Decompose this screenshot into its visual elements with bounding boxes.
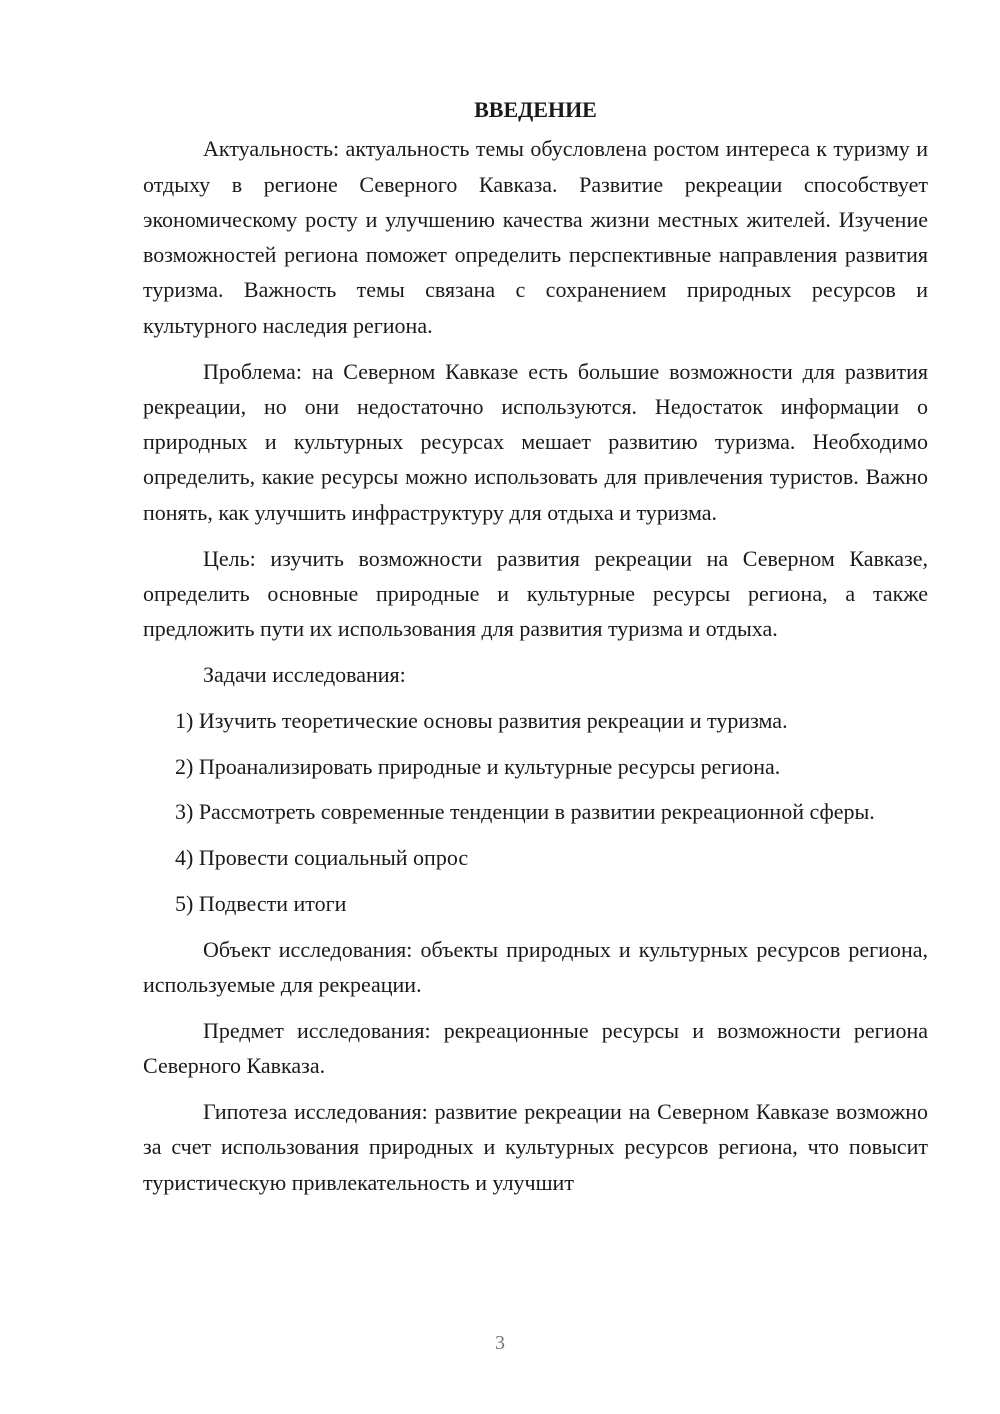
paragraph-hypothesis: Гипотеза исследования: развитие рекреации на Северном Кавказе возможно за счет использования природных и культурных ресурсов региона, что повысит туристическую привлекательность и улучшит (143, 1098, 928, 1195)
paragraph-tasks-heading: Задачи исследования: (203, 661, 406, 687)
paragraph-problem: Проблема: на Северном Кавказе есть большие возможности для развития рекреации, но они недостаточно используются. Недостаток информации о природных и культурных ресурсах мешает развитию туризма. Необходимо определить, какие ресурсы можно использовать для привлечения туристов. Важно понять, как улучшить инфраструктуру для отдыха и туризма. (143, 358, 928, 525)
task-item: 2) Проанализировать природные и культурные ресурсы региона. (175, 753, 781, 779)
paragraph-goal: Цель: изучить возможности развития рекреации на Северном Кавказе, определить основные природные и культурные ресурсы региона, а также предложить пути их использования для развития туризма и отдыха. (143, 545, 928, 642)
page-number: 3 (495, 1332, 505, 1354)
task-item: 3) Рассмотреть современные тенденции в развитии рекреационной сферы. (175, 799, 875, 825)
task-item: 1) Изучить теоретические основы развития рекреации и туризма. (175, 707, 788, 733)
paragraph-subject: Предмет исследования: рекреационные ресурсы и возможности региона Северного Кавказа. (143, 1017, 928, 1079)
task-item: 5) Подвести итоги (175, 890, 347, 916)
task-item: 4) Провести социальный опрос (175, 845, 469, 871)
paragraph-object: Объект исследования: объекты природных и культурных ресурсов региона, используемые для рекреации. (143, 936, 928, 998)
page-content (143, 92, 928, 1210)
section-title: ВВЕДЕНИЕ (474, 97, 597, 122)
paragraph-relevance: Актуальность: актуальность темы обусловлена ростом интереса к туризму и отдыху в регионе Северного Кавказа. Развитие рекреации способствует экономическому росту и улучшению качества жизни местных жителей. Изучение возможностей региона поможет определить перспективные направления развития туризма. Важность темы связана с сохранением природных ресурсов и культурного наследия региона. (143, 136, 928, 338)
